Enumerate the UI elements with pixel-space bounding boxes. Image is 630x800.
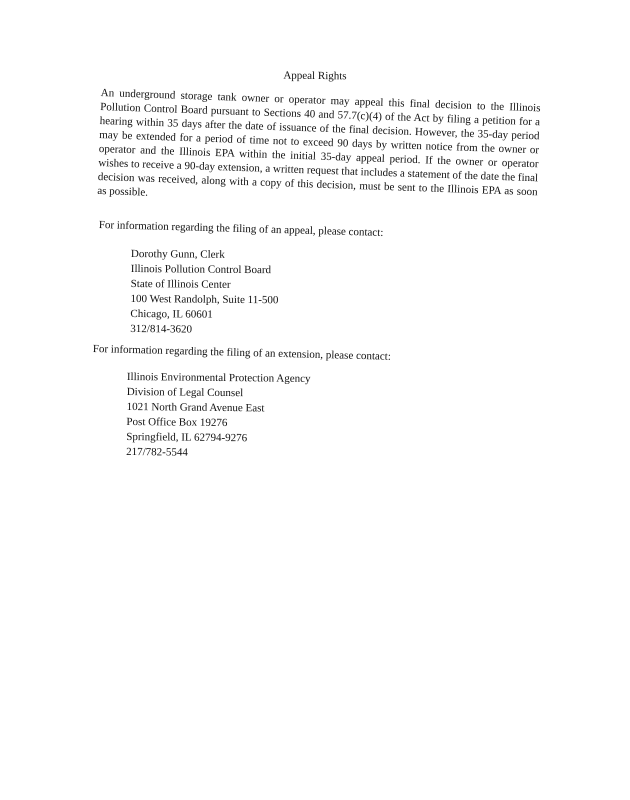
address-line: State of Illinois Center xyxy=(130,277,231,291)
address-line: Illinois Pollution Control Board xyxy=(130,262,272,277)
phone-line: 217/782-5544 xyxy=(126,445,188,459)
address-line: Division of Legal Counsel xyxy=(126,385,244,400)
appeal-contact-heading: For information regarding the filing of an appeal, please contact: xyxy=(98,218,384,239)
page-title: Appeal Rights xyxy=(283,69,347,83)
appeal-contact-address xyxy=(130,247,279,338)
address-line: Dorothy Gunn, Clerk xyxy=(130,247,225,261)
appeal-rights-paragraph: An underground storage tank owner or operator may appeal this final decision to the Illinois Pollution Control Board pursuant to Sections 40 and 57.7(c)(4) of the Act by filing a petition for a hearing within 35 days after the date of issuance of the final decision. However, the 35-day period may be extended for a period of time not to exceed 90 days by written notice from the owner or operator and the Illinois EPA within the initial 35-day appeal period. If the owner or operator wishes to receive a 90-day extension, a written request that includes a statement of the date the final decision was received, along with a copy of this decision, must be sent to the Illinois EPA as soon as possible. xyxy=(97,86,541,199)
address-line: Chicago, IL 60601 xyxy=(130,307,213,321)
extension-contact-address xyxy=(126,370,311,462)
phone-line: 312/814-3620 xyxy=(130,322,193,336)
address-line: Illinois Environmental Protection Agency xyxy=(126,370,311,385)
address-line: Post Office Box 19276 xyxy=(126,415,228,430)
address-line: Springfield, IL 62794-9276 xyxy=(126,430,248,445)
address-line: 100 West Randolph, Suite 11-500 xyxy=(130,292,279,307)
address-line: 1021 North Grand Avenue East xyxy=(126,400,265,415)
extension-contact-heading: For information regarding the filing of an extension, please contact: xyxy=(92,342,392,363)
